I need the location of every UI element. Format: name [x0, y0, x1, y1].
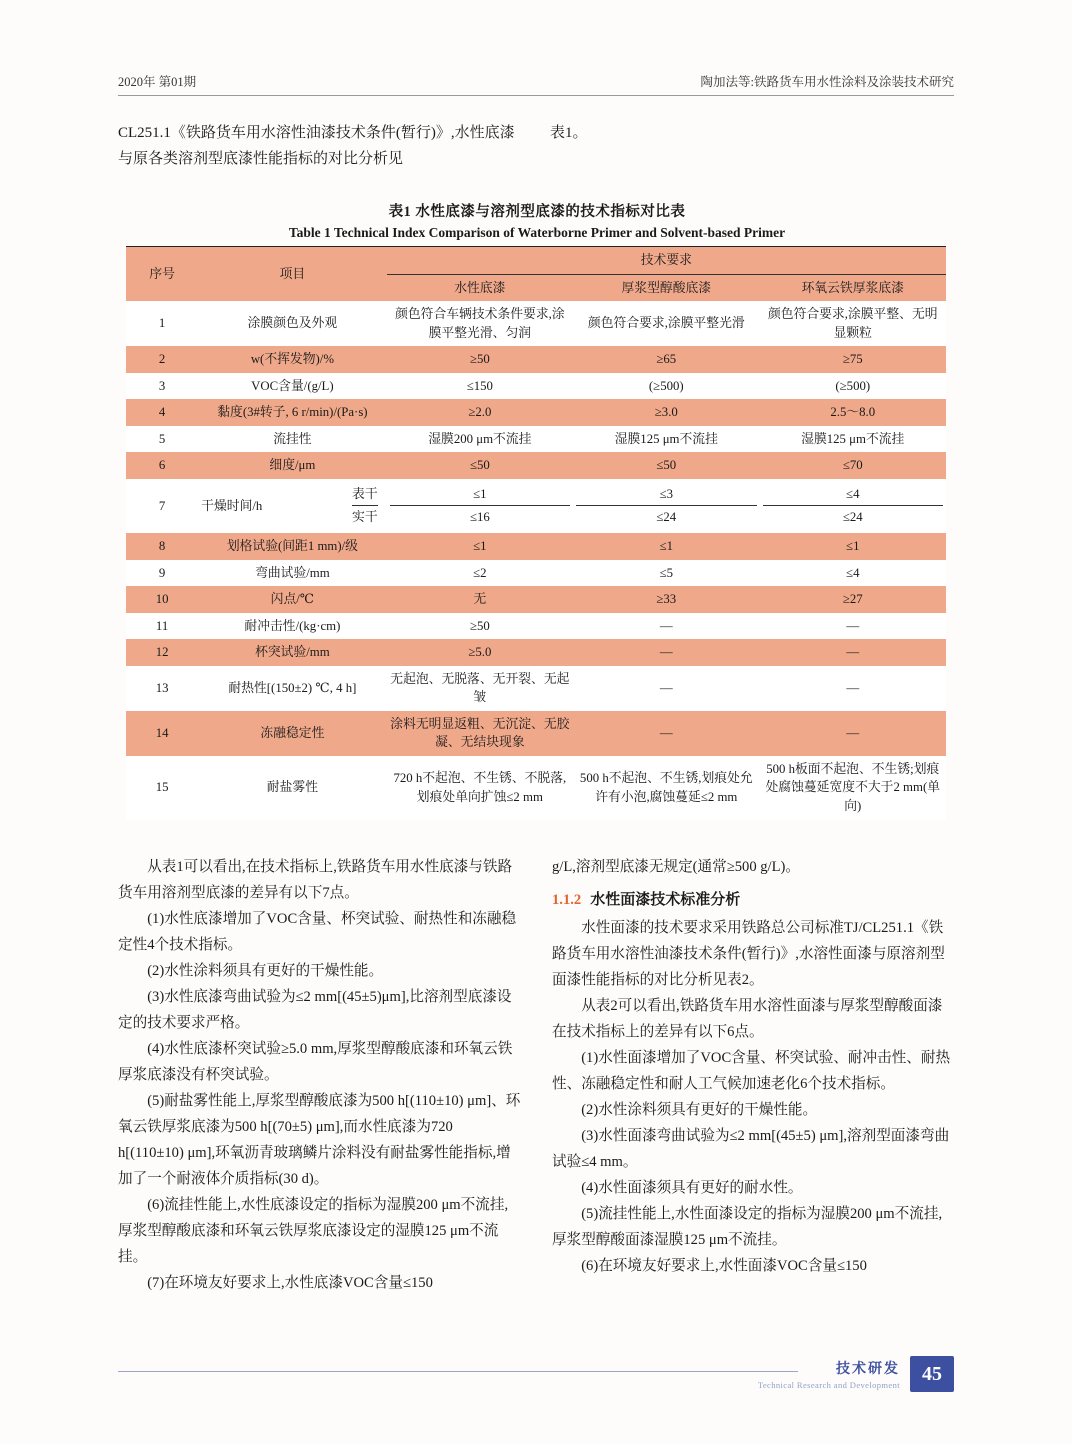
cell-c2: — — [573, 639, 759, 666]
subrow-label-1: 表干 — [352, 483, 378, 507]
cell-c3: — — [760, 639, 946, 666]
cell-item: 划格试验(间距1 mm)/级 — [198, 533, 386, 560]
table-row — [126, 666, 946, 711]
th-no: 序号 — [126, 247, 198, 302]
cell-c1: ≤150 — [387, 373, 573, 400]
cell-item: 耐热性[(150±2) ℃, 4 h] — [198, 666, 386, 711]
paragraph: (7)在环境友好要求上,水性底漆VOC含量≤150 — [147, 1274, 433, 1291]
table-caption — [118, 200, 956, 241]
cell-item-subsplit — [352, 483, 378, 529]
paragraph: (4)水性底漆杯突试验≥5.0 mm,厚浆型醇酸底漆和环氧云铁厚浆底漆没有杯突试验。 — [118, 1040, 513, 1083]
page-footer — [758, 1356, 954, 1392]
paragraph: (2)水性涂料须具有更好的干燥性能。 — [581, 1101, 818, 1118]
cell-c1: ≥50 — [387, 346, 573, 373]
footer-label — [758, 1358, 900, 1390]
section-title: 水性面漆技术标准分析 — [590, 891, 741, 908]
paragraph: (1)水性面漆增加了VOC含量、杯突试验、耐冲击性、耐热性、冻融稳定性和耐人工气候加速老化6个技术指标。 — [552, 1049, 951, 1092]
cell-c2: 颜色符合要求,涂膜平整光滑 — [573, 301, 759, 346]
cell-c1-top: ≤1 — [390, 483, 570, 507]
cell-c3: ≤4 — [760, 560, 946, 587]
th-item: 项目 — [198, 247, 386, 302]
paragraph: (6)流挂性能上,水性底漆设定的指标为湿膜200 μm不流挂,厚浆型醇酸底漆和环氧云铁厚浆底漆设定的湿膜125 μm不流挂。 — [118, 1196, 509, 1265]
cell-c3-bottom: ≤24 — [842, 510, 863, 525]
cell-c1: ≤2 — [387, 560, 573, 587]
cell-c2: 500 h不起泡、不生锈,划痕处允许有小泡,腐蚀蔓延≤2 mm — [573, 756, 759, 820]
footer-label-en: Technical Research and Development — [757, 1380, 900, 1390]
technical-index-table — [126, 246, 946, 820]
cell-c1: 无 — [387, 586, 573, 613]
cell-no: 15 — [126, 756, 198, 820]
cell-item: VOC含量/(g/L) — [198, 373, 386, 400]
table-header-row-1 — [126, 247, 946, 275]
table-row — [126, 560, 946, 587]
paragraph: (3)水性底漆弯曲试验为≤2 mm[(45±5)μm],比溶剂型底漆设定的技术要求严格。 — [118, 988, 512, 1031]
cell-item-label: 干燥时间/h — [201, 498, 263, 513]
cell-c1: 无起泡、无脱落、无开裂、无起皱 — [387, 666, 573, 711]
cell-c3: — — [760, 613, 946, 640]
running-header — [118, 72, 954, 96]
footer-rule — [118, 1371, 798, 1372]
cell-c2: 湿膜125 μm不流挂 — [573, 426, 759, 453]
paragraph: (2)水性涂料须具有更好的干燥性能。 — [147, 962, 384, 979]
cell-no: 13 — [126, 666, 198, 711]
table-caption-en: Table 1 Technical Index Comparison of Waterborne Primer and Solvent-based Primer — [288, 225, 786, 240]
cell-c3: ≤1 — [760, 533, 946, 560]
cell-no: 7 — [126, 479, 198, 533]
cell-c2 — [573, 479, 759, 533]
header-left: 2020年 第01期 — [118, 75, 197, 89]
cell-c2-top: ≤3 — [576, 483, 756, 507]
table-row — [126, 399, 946, 426]
cell-c1: ≥2.0 — [387, 399, 573, 426]
cell-c1: 颜色符合车辆技术条件要求,涂膜平整光滑、匀润 — [387, 301, 573, 346]
table-caption-cn: 表1 水性底漆与溶剂型底漆的技术指标对比表 — [388, 204, 686, 220]
cell-c3: — — [760, 666, 946, 711]
paragraph: (1)水性底漆增加了VOC含量、杯突试验、耐热性和冻融稳定性4个技术指标。 — [118, 910, 517, 953]
header-right: 陶加法等:铁路货车用水性涂料及涂装技术研究 — [700, 75, 954, 89]
intro-paragraph — [118, 120, 956, 173]
paragraph: (5)流挂性能上,水性面漆设定的指标为湿膜200 μm不流挂,厚浆型醇酸面漆湿膜125 μm不流挂。 — [552, 1205, 943, 1248]
table-row — [126, 639, 946, 666]
th-group: 技术要求 — [387, 247, 946, 275]
cell-no: 4 — [126, 399, 198, 426]
subrow-label-2: 实干 — [352, 510, 378, 525]
cell-item: 细度/μm — [198, 452, 386, 479]
cell-c1: ≤50 — [387, 452, 573, 479]
cell-c1 — [387, 479, 573, 533]
table-row — [126, 711, 946, 756]
cell-c2: ≤50 — [573, 452, 759, 479]
cell-no: 5 — [126, 426, 198, 453]
body-text — [118, 855, 956, 1296]
cell-no: 11 — [126, 613, 198, 640]
body-col-left — [118, 855, 522, 1296]
th-sub-3: 环氧云铁厚浆底漆 — [760, 274, 946, 301]
intro-col-right: 表1。 — [550, 125, 588, 141]
cell-item: 杯突试验/mm — [198, 639, 386, 666]
cell-c1: ≥50 — [387, 613, 573, 640]
cell-item: 流挂性 — [198, 426, 386, 453]
table-row — [126, 373, 946, 400]
cell-item: 冻融稳定性 — [198, 711, 386, 756]
table-row — [126, 586, 946, 613]
table-row — [126, 479, 946, 533]
cell-item: 黏度(3#转子, 6 r/min)/(Pa·s) — [198, 399, 386, 426]
cell-no: 9 — [126, 560, 198, 587]
cell-c2: ≥3.0 — [573, 399, 759, 426]
cell-c1: 720 h不起泡、不生锈、不脱落,划痕处单向扩蚀≤2 mm — [387, 756, 573, 820]
cell-c3 — [760, 479, 946, 533]
th-sub-2: 厚浆型醇酸底漆 — [573, 274, 759, 301]
cell-c2: — — [573, 613, 759, 640]
paragraph-continued: g/L,溶剂型底漆无规定(通常≥500 g/L)。 — [552, 859, 800, 875]
paragraph: (6)在环境友好要求上,水性面漆VOC含量≤150 — [581, 1257, 867, 1274]
cell-c2: ≤1 — [573, 533, 759, 560]
table-row — [126, 452, 946, 479]
cell-c1: ≥5.0 — [387, 639, 573, 666]
footer-label-cn: 技术研发 — [836, 1362, 900, 1377]
cell-c2: (≥500) — [573, 373, 759, 400]
cell-c2: — — [573, 711, 759, 756]
cell-c2: ≥65 — [573, 346, 759, 373]
table-row — [126, 426, 946, 453]
cell-no: 8 — [126, 533, 198, 560]
cell-c2: ≥33 — [573, 586, 759, 613]
paragraph: (4)水性面漆须具有更好的耐水性。 — [581, 1179, 803, 1196]
section-number: 1.1.2 — [552, 891, 582, 908]
cell-no: 1 — [126, 301, 198, 346]
cell-c3: ≥27 — [760, 586, 946, 613]
cell-c3: 2.5～8.0 — [760, 399, 946, 426]
technical-index-table-wrapper — [126, 246, 946, 820]
paragraph: (3)水性面漆弯曲试验为≤2 mm[(45±5) μm],溶剂型面漆弯曲试验≤4 mm。 — [552, 1127, 950, 1170]
cell-item: 耐冲击性/(kg·cm) — [198, 613, 386, 640]
cell-c1: ≤1 — [387, 533, 573, 560]
cell-no: 12 — [126, 639, 198, 666]
cell-item: 弯曲试验/mm — [198, 560, 386, 587]
paragraph: 从表2可以看出,铁路货车用水溶性面漆与厚浆型醇酸面漆在技术指标上的差异有以下6点。 — [552, 997, 943, 1040]
table-row — [126, 756, 946, 820]
th-sub-1: 水性底漆 — [387, 274, 573, 301]
cell-c1-bottom: ≤16 — [469, 510, 490, 525]
page-number: 45 — [910, 1356, 954, 1392]
cell-c3: ≤70 — [760, 452, 946, 479]
table-row — [126, 346, 946, 373]
body-col-right — [552, 855, 956, 1296]
cell-item: 闪点/℃ — [198, 586, 386, 613]
table-row — [126, 301, 946, 346]
cell-c2: ≤5 — [573, 560, 759, 587]
cell-item — [198, 479, 386, 533]
paragraph: 从表1可以看出,在技术指标上,铁路货车用水性底漆与铁路货车用溶剂型底漆的差异有以下7点。 — [118, 859, 513, 901]
paragraph: (5)耐盐雾性能上,厚浆型醇酸底漆为500 h[(110±10) μm]、环氧云铁厚浆底漆为500 h[(70±5) μm],而水性底漆为720 h[(110±10) μm],环氧沥青玻璃鳞片涂料没有耐盐雾性能指标,增加了一个耐液体介质指标(30 d)。 — [118, 1092, 521, 1187]
cell-no: 3 — [126, 373, 198, 400]
intro-col-left: CL251.1《铁路货车用水溶性油漆技术条件(暂行)》,水性底漆与原各类溶剂型底漆性能指标的对比分析见 — [118, 125, 515, 168]
table-row — [126, 533, 946, 560]
cell-c3: (≥500) — [760, 373, 946, 400]
cell-item: 涂膜颜色及外观 — [198, 301, 386, 346]
cell-c3: 500 h板面不起泡、不生锈;划痕处腐蚀蔓延宽度不大于2 mm(单向) — [760, 756, 946, 820]
paragraph: 水性面漆的技术要求采用铁路总公司标准TJ/CL251.1《铁路货车用水溶性油漆技术条件(暂行)》,水溶性面漆与原溶剂型面漆性能指标的对比分析见表2。 — [552, 919, 945, 988]
cell-c3: 颜色符合要求,涂膜平整、无明显颗粒 — [760, 301, 946, 346]
cell-no: 14 — [126, 711, 198, 756]
section-heading — [552, 887, 956, 914]
cell-no: 10 — [126, 586, 198, 613]
table-row — [126, 613, 946, 640]
cell-item: 耐盐雾性 — [198, 756, 386, 820]
cell-c3: ≥75 — [760, 346, 946, 373]
cell-c3: — — [760, 711, 946, 756]
cell-c3: 湿膜125 μm不流挂 — [760, 426, 946, 453]
cell-item: w(不挥发物)/% — [198, 346, 386, 373]
cell-no: 6 — [126, 452, 198, 479]
cell-c1: 湿膜200 μm不流挂 — [387, 426, 573, 453]
cell-c3-top: ≤4 — [763, 483, 943, 507]
cell-c2-bottom: ≤24 — [656, 510, 677, 525]
cell-no: 2 — [126, 346, 198, 373]
cell-c2: — — [573, 666, 759, 711]
cell-c1: 涂料无明显返粗、无沉淀、无胶凝、无结块现象 — [387, 711, 573, 756]
